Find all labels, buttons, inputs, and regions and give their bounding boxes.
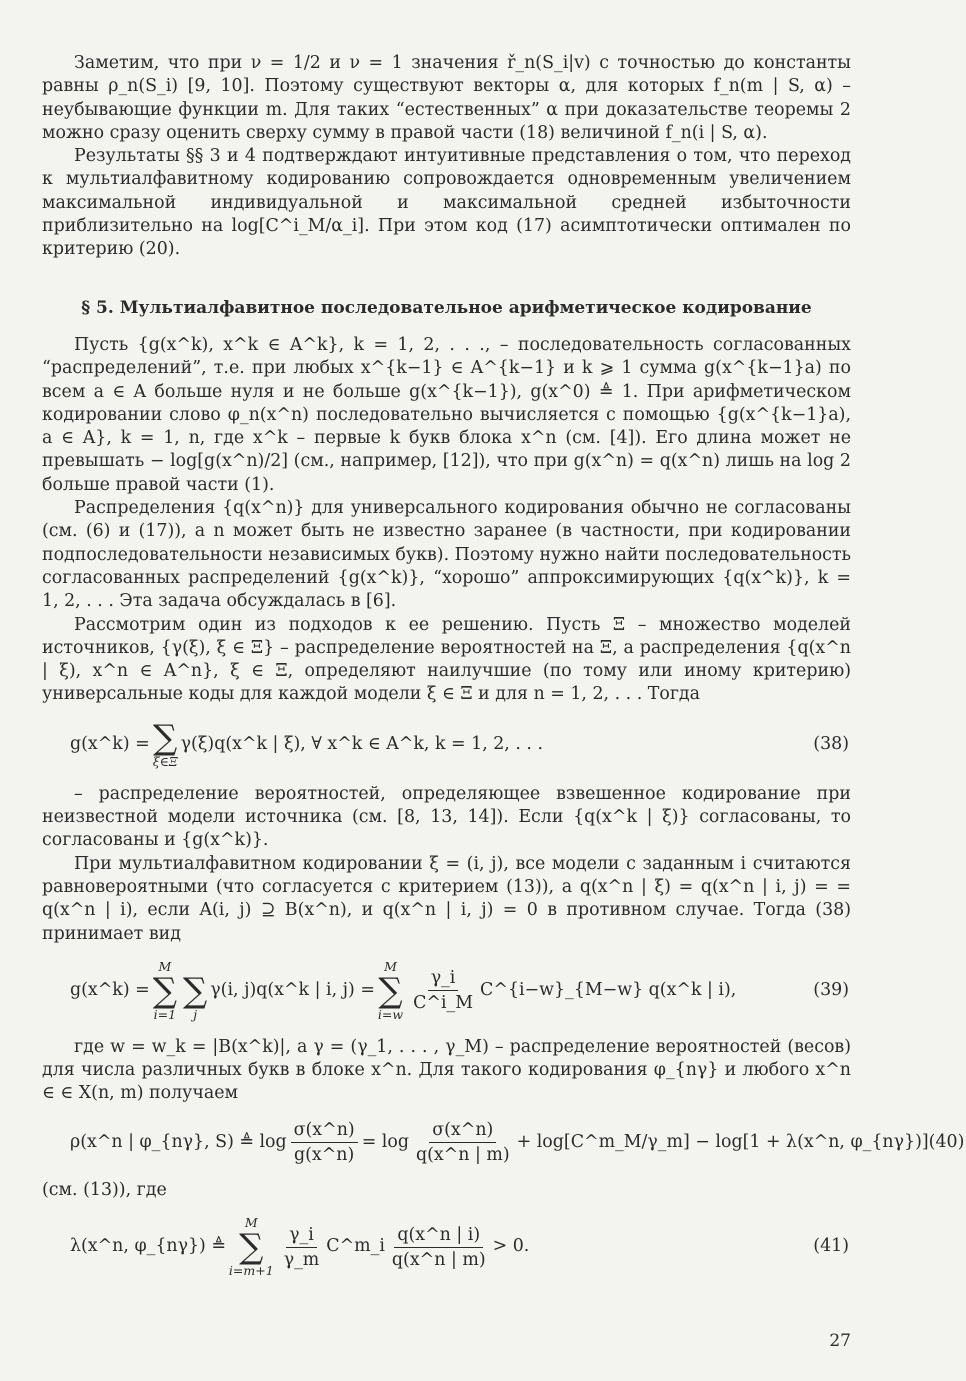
eq39-number: (39) xyxy=(813,980,849,1001)
eq39-sum1: M ∑ i=1 xyxy=(152,958,177,1022)
eq39-rhs: C^{i−w}_{M−w} q(x^k | i), xyxy=(480,980,737,1001)
eq40-mid: = log xyxy=(361,1131,409,1152)
paragraph-s5-2: Распределения {q(x^n)} для универсального кодирования обычно не согласованы (см. (6) и (17)), а n может быть не известно заранее (в частности, при кодировании подпоследовательности независимых букв). Поэтому нужно найти последовательность согласованных распределений {g(x^k)}, “хорошо” аппроксимирующих {q(x^k)}, k = 1, 2, . . . Эта задача обсуждалась в [6]. xyxy=(42,498,851,612)
eq39-sum1-sup: M xyxy=(158,958,172,974)
eq39-sum3-sub: i=w xyxy=(377,1006,404,1022)
eq39-sum2-sub: j xyxy=(193,1006,198,1022)
equation-38 xyxy=(42,717,851,769)
eq38-sum-sub: ξ∈Ξ xyxy=(152,753,178,769)
eq41-frac2-num: q(x^n | i) xyxy=(394,1225,483,1248)
eq41-fraction-1 xyxy=(281,1225,323,1270)
eq39-sum1-sub: i=1 xyxy=(153,1006,177,1022)
eq40-frac2-num: σ(x^n) xyxy=(429,1120,496,1143)
paragraph-s5-1: Пусть {g(x^k), x^k ∈ A^k}, k = 1, 2, . . ., – последовательность согласованных “распределений”, т.е. при любых x^{k−1} ∈ A^{k−1} и k ⩾ 1 сумма g(x^{k−1}a) по всем a ∈ A больше нуля и не больше g(x^{k−1}), g(x^0) ≜ 1. При арифметическом кодировании слово φ_n(x^n) последовательно вычисляется с помощью {g(x^{k−1}a), a ∈ A}, k = 1, n, где x^k – первые k букв блока x^n (см. [4]). Его длина может не превышать − log[g(x^n)/2] (см., например, [12]), что при g(x^n) = q(x^n) лишь на log 2 больше правой части (1). xyxy=(42,334,851,495)
eq38-number: (38) xyxy=(813,734,849,755)
section-title: § 5. Мультиалфавитное последовательное арифметическое кодирование xyxy=(81,297,812,318)
eq40-number: (40) xyxy=(928,1131,965,1152)
eq39-lhs: g(x^k) = xyxy=(70,980,150,1001)
eq40-rhs: + log[C^m_M/γ_m] − log[1 + λ(x^n, φ_{nγ})] xyxy=(516,1131,929,1152)
paragraph-after38-2: При мультиалфавитном кодировании ξ = (i, j), все модели с заданным i считаются равновероятными (что согласуется с критерием (13)), а q(x^n | ξ) = q(x^n | i, j) = = q(x^n | i), если A(i, j) ⊇ B(x^n), и q(x^n | i, j) = 0 в противном случае. Тогда (38) принимает вид xyxy=(42,853,851,944)
eq41-fraction-2 xyxy=(389,1225,489,1270)
paragraph-top-1: Заметим, что при ν = 1/2 и ν = 1 значения ř_n(S_i|v) с точностью до константы равны ρ_n(S_i) [9, 10]. Поэтому существуют векторы α, для которых f_n(m | S, α) – неубывающие функции m. Для таких “естественных” α при доказательстве теоремы 2 можно сразу оценить сверху сумму в правой части (18) величиной f_n(i | S, α). xyxy=(42,53,851,143)
equation-41 xyxy=(42,1216,851,1278)
eq41-sum-sub: i=m+1 xyxy=(228,1263,274,1279)
paragraph-after39: где w = w_k = |B(x^k)|, а γ = (γ_1, . . . , γ_M) – распределение вероятностей (весов) для числа различных букв в блоке x^n. Для такого кодирования φ_{nγ} и любого x^n ∈ ∈ X(n, m) получаем xyxy=(42,1036,851,1104)
eq40-lhs: ρ(x^n | φ_{nγ}, S) ≜ log xyxy=(70,1131,287,1152)
eq41-lhs: λ(x^n, φ_{nγ}) ≜ xyxy=(70,1236,226,1257)
eq40-frac1-num: σ(x^n) xyxy=(291,1120,358,1143)
page-number: 27 xyxy=(829,1331,851,1351)
eq39-frac-num: γ_i xyxy=(428,968,459,991)
eq41-frac1-den: γ_m xyxy=(283,1249,320,1270)
eq39-frac-den: C^i_M xyxy=(413,993,474,1014)
eq40-frac1-den: g(x^n) xyxy=(294,1144,355,1165)
paragraph-after40: (см. (13)), где xyxy=(42,1179,167,1200)
eq39-mid: γ(i, j)q(x^k | i, j) = xyxy=(210,980,375,1001)
paragraph-top-2: Результаты §§ 3 и 4 подтверждают интуитивные представления о том, что переход к мультиалфавитному кодированию сопровождается одновременным увеличением максимальной индивидуальной и максимальной средней избыточности приблизительно на log[C^i_M/α_i]. При этом код (17) асимптотически оптимален по критерию (20). xyxy=(42,146,851,260)
equation-39 xyxy=(42,960,851,1022)
eq40-fraction-1 xyxy=(291,1120,358,1165)
eq39-sum3-sup: M xyxy=(384,958,397,974)
eq38-rhs: γ(ξ)q(x^k | ξ), ∀ x^k ∈ A^k, k = 1, 2, . . . xyxy=(180,734,544,755)
eq41-rhs: > 0. xyxy=(492,1236,530,1257)
eq41-number: (41) xyxy=(813,1236,849,1257)
paragraph-after38-1: – распределение вероятностей, определяющее взвешенное кодирование при неизвестной модели источника (см. [8, 13, 14]). Если {q(x^k | ξ)} согласованы, то согласованы и {g(x^k)}. xyxy=(42,783,851,851)
eq40-frac2-den: q(x^n | m) xyxy=(415,1144,510,1165)
eq38-lhs: g(x^k) = xyxy=(70,734,150,755)
eq40-fraction-2 xyxy=(413,1120,513,1165)
eq39-sum3: M ∑ i=w xyxy=(377,958,404,1022)
eq39-fraction xyxy=(410,968,476,1013)
eq38-sum: ∑ ξ∈Ξ xyxy=(152,717,178,769)
paragraph-s5-3: Рассмотрим один из подходов к ее решению. Пусть Ξ – множество моделей источников, {γ(ξ), ξ ∈ Ξ} – распределение вероятностей на Ξ, а распределения {q(x^n | ξ), x^n ∈ A^n}, ξ ∈ Ξ, определяют наилучшие (по тому или иному критерию) универсальные коды для каждой модели ξ ∈ Ξ и для n = 1, 2, . . . Тогда xyxy=(42,614,851,705)
eq41-mid: C^m_i xyxy=(326,1236,385,1257)
eq41-frac1-num: γ_i xyxy=(286,1225,317,1248)
equation-40 xyxy=(42,1119,965,1165)
eq41-sum: M ∑ i=m+1 xyxy=(228,1215,274,1279)
eq41-sum-sup: M xyxy=(244,1215,258,1231)
eq41-frac2-den: q(x^n | m) xyxy=(391,1249,486,1270)
eq39-sum2: ∑ j xyxy=(183,970,208,1022)
